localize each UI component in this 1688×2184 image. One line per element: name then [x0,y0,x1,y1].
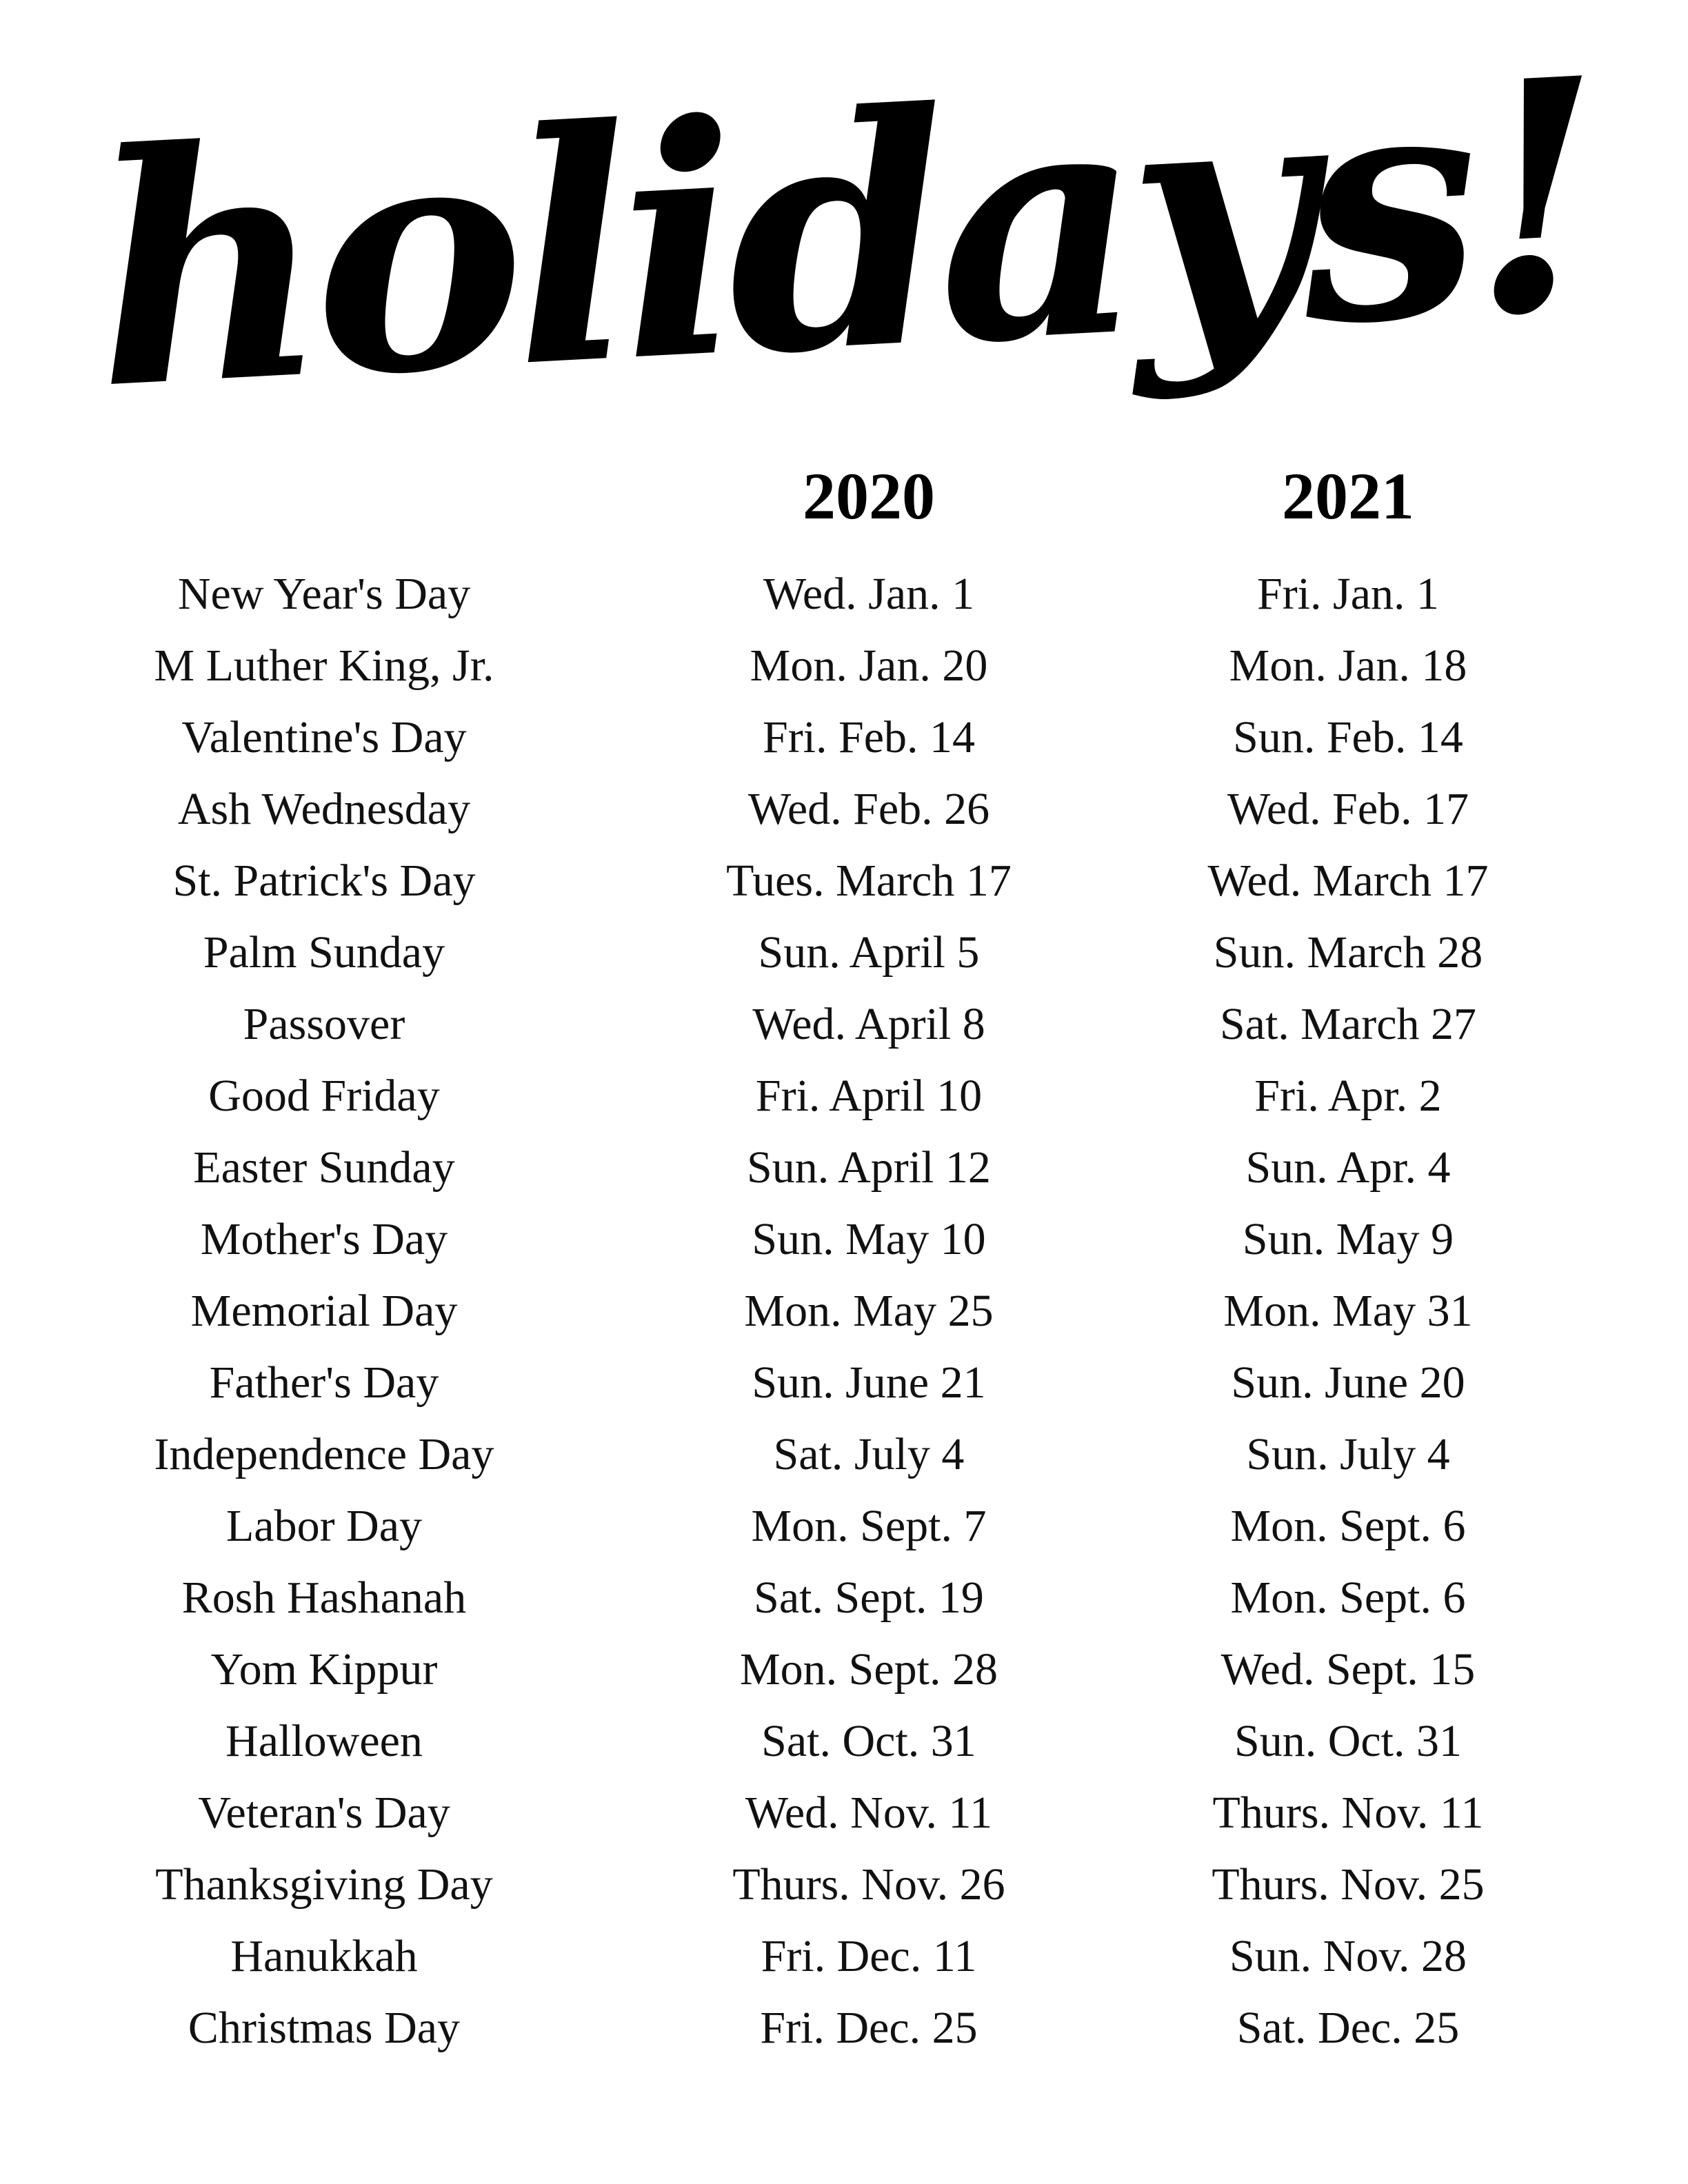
holiday-row [0,1490,1688,1562]
page-title: holidays! [85,9,1603,460]
holiday-date-2020: Fri. Feb. 14 [762,712,976,762]
holiday-row [0,1419,1688,1490]
holiday-date-2021: Fri. Apr. 2 [1254,1071,1442,1121]
holiday-date-2020: Fri. Dec. 25 [760,2003,978,2053]
holiday-date-2021: Sun. Feb. 14 [1233,712,1463,762]
holiday-date-2021: Sat. March 27 [1219,999,1477,1049]
holiday-row [0,1706,1688,1777]
holiday-name: Christmas Day [188,2003,461,2053]
holiday-row [0,917,1688,989]
holiday-date-2021: Wed. Sept. 15 [1220,1644,1476,1695]
holiday-date-2020: Wed. Feb. 26 [747,784,990,834]
holiday-name: Mother's Day [200,1214,448,1264]
holiday-row [0,1060,1688,1132]
holiday-row [0,1275,1688,1347]
holiday-name: Good Friday [208,1071,440,1121]
holiday-name: Labor Day [225,1501,423,1551]
holiday-date-2020: Sun. May 10 [752,1214,986,1264]
holiday-date-2020: Sat. Oct. 31 [761,1716,976,1766]
holiday-name: Passover [243,999,405,1049]
holiday-date-2020: Sat. July 4 [773,1429,965,1479]
holiday-date-2021: Thurs. Nov. 25 [1212,1859,1485,1910]
holiday-row [0,1204,1688,1275]
holiday-date-2020: Sun. April 5 [758,927,980,978]
holiday-table [0,558,1688,2064]
holiday-row [0,1634,1688,1706]
holiday-row [0,1849,1688,1921]
holiday-row [0,774,1688,845]
holiday-row [0,1347,1688,1419]
holiday-name: Veteran's Day [198,1788,450,1838]
holiday-name: Easter Sunday [193,1142,455,1193]
holiday-name: St. Patrick's Day [172,856,476,906]
holiday-date-2021: Mon. Jan. 18 [1229,640,1467,691]
holiday-date-2021: Mon. Sept. 6 [1230,1501,1466,1551]
holiday-name: Hanukkah [230,1931,418,1981]
holiday-date-2020: Mon. Jan. 20 [750,640,988,691]
holiday-date-2021: Fri. Jan. 1 [1257,569,1439,619]
holiday-name: New Year's Day [177,569,471,619]
holiday-date-2020: Mon. Sept. 28 [739,1644,998,1695]
holiday-row [0,1992,1688,2064]
holiday-date-2020: Mon. Sept. 7 [751,1501,987,1551]
holiday-name: Halloween [225,1716,423,1766]
holiday-date-2021: Mon. Sept. 6 [1230,1573,1466,1623]
holiday-row [0,1562,1688,1634]
holiday-name: Independence Day [154,1429,494,1479]
holiday-name: Yom Kippur [210,1644,438,1695]
holiday-date-2021: Thurs. Nov. 11 [1212,1788,1484,1838]
holiday-name: Valentine's Day [181,712,467,762]
holiday-row [0,1132,1688,1204]
holiday-row [0,1777,1688,1849]
holiday-date-2020: Sun. June 21 [752,1357,986,1408]
holiday-name: Father's Day [209,1357,439,1408]
holiday-row [0,558,1688,630]
holiday-date-2021: Sun. June 20 [1231,1357,1465,1408]
holiday-date-2021: Sat. Dec. 25 [1236,2003,1460,2053]
holiday-date-2021: Sun. May 9 [1242,1214,1454,1264]
holiday-name: Rosh Hashanah [181,1573,467,1623]
holiday-date-2021: Mon. May 31 [1223,1286,1473,1336]
holiday-date-2021: Sun. July 4 [1246,1429,1450,1479]
holiday-name: Thanksgiving Day [155,1859,493,1910]
holiday-row [0,989,1688,1060]
holiday-date-2020: Wed. Nov. 11 [745,1788,993,1838]
holiday-date-2020: Sun. April 12 [747,1142,991,1193]
holiday-date-2020: Tues. March 17 [726,856,1012,906]
holiday-row [0,702,1688,774]
holiday-date-2020: Sat. Sept. 19 [754,1573,984,1623]
holiday-date-2021: Wed. Feb. 17 [1227,784,1469,834]
holiday-row [0,845,1688,917]
holiday-date-2021: Wed. March 17 [1207,856,1489,906]
holiday-date-2021: Sun. Nov. 28 [1229,1931,1467,1981]
holiday-date-2020: Thurs. Nov. 26 [732,1859,1005,1910]
holiday-date-2020: Fri. April 10 [755,1071,983,1121]
holiday-date-2021: Sun. Apr. 4 [1245,1142,1451,1193]
year-header-2021: 2021 [1282,459,1414,533]
holiday-name: M Luther King, Jr. [154,640,494,691]
holiday-name: Palm Sunday [203,927,445,978]
holiday-date-2020: Wed. Jan. 1 [763,569,975,619]
holiday-date-2020: Fri. Dec. 11 [761,1931,977,1981]
year-header-2020: 2020 [803,459,935,533]
holiday-date-2020: Wed. April 8 [752,999,985,1049]
holiday-name: Ash Wednesday [177,784,471,834]
holiday-name: Memorial Day [190,1286,458,1336]
holiday-row [0,630,1688,702]
holiday-date-2020: Mon. May 25 [744,1286,994,1336]
holiday-date-2021: Sun. Oct. 31 [1234,1716,1462,1766]
holiday-date-2021: Sun. March 28 [1213,927,1483,978]
holiday-row [0,1921,1688,1992]
